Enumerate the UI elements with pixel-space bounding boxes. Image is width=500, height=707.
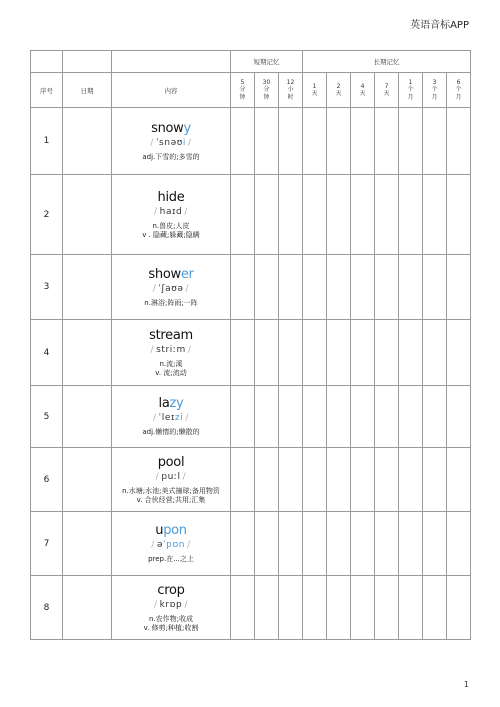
review-check-cell[interactable]: [351, 320, 375, 386]
review-check-cell[interactable]: [447, 386, 471, 448]
review-check-cell[interactable]: [279, 448, 303, 512]
word-content-cell: [112, 320, 231, 386]
review-check-cell[interactable]: [279, 320, 303, 386]
long-term-header: 长期记忆: [303, 51, 471, 73]
review-check-cell[interactable]: [447, 576, 471, 640]
review-check-cell[interactable]: [231, 175, 255, 255]
date-cell[interactable]: [63, 108, 112, 175]
word-rows: [31, 108, 471, 640]
review-check-cell[interactable]: [447, 255, 471, 320]
review-check-cell[interactable]: [231, 320, 255, 386]
content-column-header: 内容: [112, 73, 231, 108]
definition-text: n.水塘;水池;美式撞球;备用物资: [122, 486, 220, 495]
review-check-cell[interactable]: [447, 320, 471, 386]
review-check-cell[interactable]: [279, 512, 303, 576]
review-check-cell[interactable]: [327, 320, 351, 386]
review-check-cell[interactable]: [351, 448, 375, 512]
phonetic-text: / ˈʃaʊə /: [152, 283, 190, 294]
table-row: [31, 448, 471, 512]
review-check-cell[interactable]: [303, 576, 327, 640]
review-check-cell[interactable]: [303, 448, 327, 512]
review-check-cell[interactable]: [375, 386, 399, 448]
phonetic-text: / əˈpɒn /: [151, 540, 191, 550]
review-check-cell[interactable]: [423, 448, 447, 512]
review-check-cell[interactable]: [231, 386, 255, 448]
review-check-cell[interactable]: [423, 108, 447, 175]
date-cell[interactable]: [63, 255, 112, 320]
review-check-cell[interactable]: [255, 175, 279, 255]
review-check-cell[interactable]: [423, 512, 447, 576]
review-check-cell[interactable]: [231, 512, 255, 576]
review-check-cell[interactable]: [231, 108, 255, 175]
header-row-groups: [31, 51, 471, 73]
definition-text: n.农作物;收成: [148, 614, 194, 623]
review-check-cell[interactable]: [279, 175, 303, 255]
review-check-cell[interactable]: [423, 386, 447, 448]
date-cell[interactable]: [63, 386, 112, 448]
interval-header-7d: 7 天: [375, 73, 399, 108]
review-check-cell[interactable]: [327, 512, 351, 576]
definition-text: v. 流;流动: [155, 368, 187, 377]
review-check-cell[interactable]: [375, 448, 399, 512]
review-check-cell[interactable]: [423, 576, 447, 640]
date-cell[interactable]: [63, 512, 112, 576]
review-check-cell[interactable]: [327, 175, 351, 255]
review-check-cell[interactable]: [375, 255, 399, 320]
interval-header-30min: 30 分 钟: [255, 73, 279, 108]
review-check-cell[interactable]: [375, 108, 399, 175]
review-check-cell[interactable]: [327, 448, 351, 512]
interval-header-6m: 6 个 月: [447, 73, 471, 108]
review-check-cell[interactable]: [351, 576, 375, 640]
interval-header-5min: 5 分 钟: [231, 73, 255, 108]
definition-text: n.淋浴;阵雨;一阵: [144, 298, 198, 307]
review-check-cell[interactable]: [303, 320, 327, 386]
word-content-cell: [112, 386, 231, 448]
review-check-cell[interactable]: [423, 320, 447, 386]
word-text: crop: [157, 582, 185, 598]
review-check-cell[interactable]: [399, 448, 423, 512]
definition-text: n.兽皮;人皮: [152, 221, 190, 230]
phonetic-text: / krɒp /: [153, 599, 189, 610]
word-text: upon: [155, 523, 187, 538]
word-text: stream: [149, 327, 193, 343]
review-check-cell[interactable]: [375, 175, 399, 255]
date-cell[interactable]: [63, 320, 112, 386]
review-check-cell[interactable]: [303, 255, 327, 320]
table-row: [31, 576, 471, 640]
word-content-cell: [112, 576, 231, 640]
word-content-cell: [112, 108, 231, 175]
table-row: [31, 320, 471, 386]
definition-text: n.流;溪: [159, 359, 183, 368]
word-text: pool: [157, 454, 185, 470]
word-content-cell: [112, 448, 231, 512]
review-check-cell[interactable]: [279, 255, 303, 320]
review-check-cell[interactable]: [255, 386, 279, 448]
brand-label: 英语音标APP: [410, 20, 469, 31]
table-row: [31, 255, 471, 320]
index-column-header: 序号: [31, 73, 63, 108]
row-number: 5: [31, 386, 63, 448]
phonetic-text: / puːl /: [155, 471, 187, 482]
review-check-cell[interactable]: [399, 386, 423, 448]
word-content-cell: [112, 175, 231, 255]
review-check-cell[interactable]: [351, 108, 375, 175]
review-table: [30, 50, 471, 640]
word-text: snowy: [151, 120, 191, 136]
date-column-header: 日期: [63, 73, 112, 108]
table-row: [31, 175, 471, 255]
definition-text: adj.下雪的;多雪的: [142, 152, 200, 161]
word-text: shower: [148, 266, 194, 282]
definition-text: v . 隐藏;躲藏;隐瞒: [142, 230, 200, 239]
phonetic-text: / haɪd /: [154, 206, 188, 217]
review-check-cell[interactable]: [399, 320, 423, 386]
row-number: 1: [31, 108, 63, 175]
page-number: 1: [463, 680, 469, 689]
table-row: [31, 108, 471, 175]
row-number: 8: [31, 576, 63, 640]
row-number: 6: [31, 448, 63, 512]
header-row-columns: [31, 73, 471, 108]
review-check-cell[interactable]: [327, 386, 351, 448]
interval-header-4d: 4 天: [351, 73, 375, 108]
interval-header-3m: 3 个 月: [423, 73, 447, 108]
review-check-cell[interactable]: [303, 108, 327, 175]
date-cell[interactable]: [63, 175, 112, 255]
word-content-cell: [112, 512, 231, 576]
review-check-cell[interactable]: [351, 386, 375, 448]
review-check-cell[interactable]: [255, 576, 279, 640]
interval-header-1m: 1 个 月: [399, 73, 423, 108]
review-check-cell[interactable]: [255, 320, 279, 386]
definition-text: v. 合伙经营;共用;汇集: [136, 495, 206, 504]
review-check-cell[interactable]: [351, 255, 375, 320]
definition-text: prep.在...之上: [148, 555, 194, 563]
review-check-cell[interactable]: [327, 255, 351, 320]
date-cell[interactable]: [63, 448, 112, 512]
review-check-cell[interactable]: [327, 108, 351, 175]
table-row: [31, 512, 471, 576]
review-check-cell[interactable]: [303, 512, 327, 576]
review-check-cell[interactable]: [231, 448, 255, 512]
review-check-cell[interactable]: [399, 255, 423, 320]
row-number: 4: [31, 320, 63, 386]
review-check-cell[interactable]: [399, 576, 423, 640]
review-check-cell[interactable]: [303, 175, 327, 255]
review-check-cell[interactable]: [423, 175, 447, 255]
review-check-cell[interactable]: [231, 255, 255, 320]
review-check-cell[interactable]: [399, 512, 423, 576]
review-check-cell[interactable]: [351, 512, 375, 576]
date-cell[interactable]: [63, 576, 112, 640]
row-number: 3: [31, 255, 63, 320]
definition-text: adj.懒惰的;懒散的: [142, 428, 200, 436]
review-check-cell[interactable]: [399, 175, 423, 255]
review-check-cell[interactable]: [375, 320, 399, 386]
review-check-cell[interactable]: [255, 448, 279, 512]
word-text: lazy: [158, 396, 184, 411]
definition-text: v. 修剪;种植;收割: [143, 623, 199, 632]
review-check-cell[interactable]: [279, 576, 303, 640]
phonetic-text: / ˈleɪzi /: [153, 413, 189, 423]
row-number: 7: [31, 512, 63, 576]
review-check-cell[interactable]: [255, 512, 279, 576]
review-check-cell[interactable]: [255, 255, 279, 320]
interval-header-1d: 1 天: [303, 73, 327, 108]
review-check-cell[interactable]: [375, 512, 399, 576]
review-check-cell[interactable]: [375, 576, 399, 640]
review-check-cell[interactable]: [399, 108, 423, 175]
review-check-cell[interactable]: [447, 175, 471, 255]
review-check-cell[interactable]: [447, 512, 471, 576]
row-number: 2: [31, 175, 63, 255]
review-check-cell[interactable]: [447, 108, 471, 175]
phonetic-text: / ˈsnəʊi /: [150, 137, 192, 148]
review-check-cell[interactable]: [327, 576, 351, 640]
review-check-cell[interactable]: [303, 386, 327, 448]
review-check-cell[interactable]: [279, 386, 303, 448]
interval-header-12h: 12 小 时: [279, 73, 303, 108]
review-check-cell[interactable]: [279, 108, 303, 175]
short-term-header: 短期记忆: [231, 51, 303, 73]
review-check-cell[interactable]: [255, 108, 279, 175]
table-row: [31, 386, 471, 448]
review-check-cell[interactable]: [231, 576, 255, 640]
review-check-cell[interactable]: [423, 255, 447, 320]
interval-header-2d: 2 天: [327, 73, 351, 108]
review-check-cell[interactable]: [351, 175, 375, 255]
phonetic-text: / striːm /: [150, 344, 192, 355]
word-text: hide: [157, 189, 185, 205]
review-check-cell[interactable]: [447, 448, 471, 512]
word-content-cell: [112, 255, 231, 320]
